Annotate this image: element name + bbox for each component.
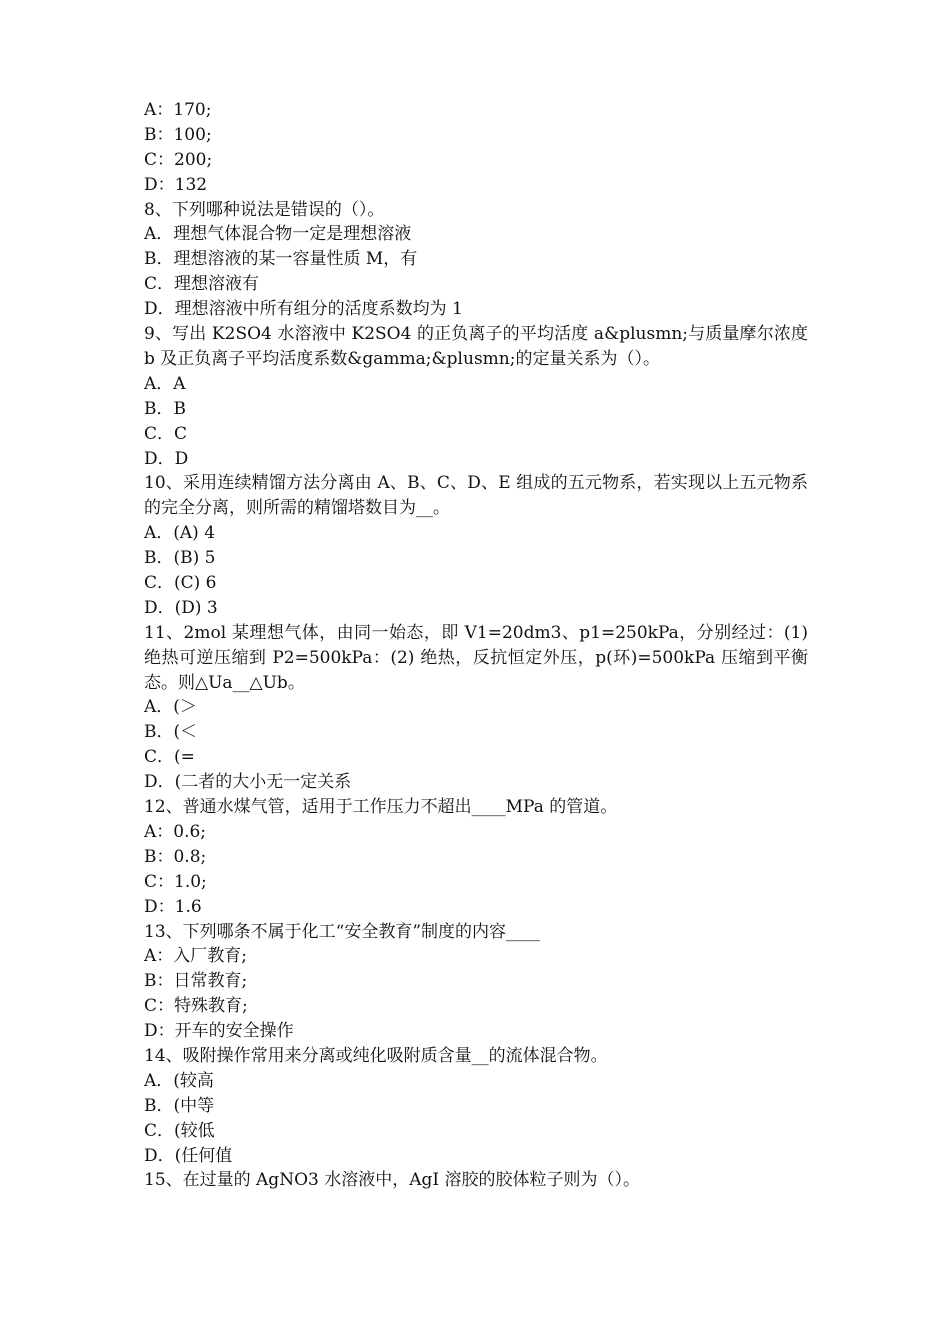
option-c: C：1.0; [144, 871, 207, 892]
option-d: D：1.6 [144, 896, 202, 917]
option-a: A：0.6; [144, 821, 207, 842]
option-a: A．(A) 4 [144, 523, 216, 544]
option-c: C：特殊教育; [144, 996, 248, 1017]
option-a: A．(较高 [144, 1070, 214, 1091]
option-c: C．(较低 [144, 1120, 215, 1141]
option-a: A．(＞ [144, 697, 197, 718]
option-b: B．B [144, 398, 186, 419]
option-c: C．(C) 6 [144, 572, 217, 593]
option-d: D：开车的安全操作 [144, 1021, 294, 1042]
option-b: B：100; [144, 124, 212, 145]
question-9: 9、写出 K2SO4 水溶液中 K2SO4 的正负离子的平均活度 a&plusmn;与质量摩尔浓度 b 及正负离子平均活度系数&gamma;&plusmn;的定量关系为（）。 [144, 324, 808, 369]
option-c: C．(= [144, 747, 195, 768]
document-body [144, 98, 808, 1193]
question-8: 8、下列哪种说法是错误的（）。 [144, 199, 385, 220]
option-d: D．理想溶液中所有组分的活度系数均为 1 [144, 299, 463, 320]
option-d: D．(任何值 [144, 1145, 233, 1166]
option-b: B．(B) 5 [144, 548, 216, 569]
question-14: 14、吸附操作常用来分离或纯化吸附质含量__的流体混合物。 [144, 1045, 608, 1066]
option-b: B：0.8; [144, 846, 207, 867]
option-d: D．(D) 3 [144, 597, 218, 618]
question-11: 11、2mol 某理想气体，由同一始态，即 V1=20dm3、p1=250kPa，分别经过：(1) 绝热可逆压缩到 P2=500kPa：(2) 绝热，反抗恒定外压，p(环)=500kPa 压缩到平衡态。则△Ua__△Ub。 [144, 622, 808, 693]
option-b: B．(＜ [144, 722, 198, 743]
option-b: B：日常教育; [144, 971, 248, 992]
option-b: B．(中等 [144, 1095, 215, 1116]
option-c: C：200; [144, 149, 213, 170]
option-d: D：132 [144, 174, 208, 195]
question-13: 13、下列哪条不属于化工“安全教育”制度的内容____ [144, 921, 541, 942]
question-15: 15、在过量的 AgNO3 水溶液中，AgI 溶胶的胶体粒子则为（）。 [144, 1170, 641, 1191]
option-c: C．理想溶液有 [144, 274, 260, 295]
option-a: A．理想气体混合物一定是理想溶液 [144, 224, 412, 245]
option-a: A：170; [144, 100, 212, 120]
option-d: D．D [144, 448, 189, 469]
option-d: D．(二者的大小无一定关系 [144, 772, 352, 793]
option-a: A：入厂教育; [144, 946, 248, 967]
option-b: B．理想溶液的某一容量性质 M，有 [144, 249, 418, 270]
option-a: A．A [144, 373, 186, 394]
question-10: 10、采用连续精馏方法分离由 A、B、C、D、E 组成的五元物系，若实现以上五元物系的完全分离，则所需的精馏塔数目为__。 [144, 473, 808, 519]
option-c: C．C [144, 423, 188, 444]
question-12: 12、普通水煤气管，适用于工作压力不超出____MPa 的管道。 [144, 797, 618, 818]
